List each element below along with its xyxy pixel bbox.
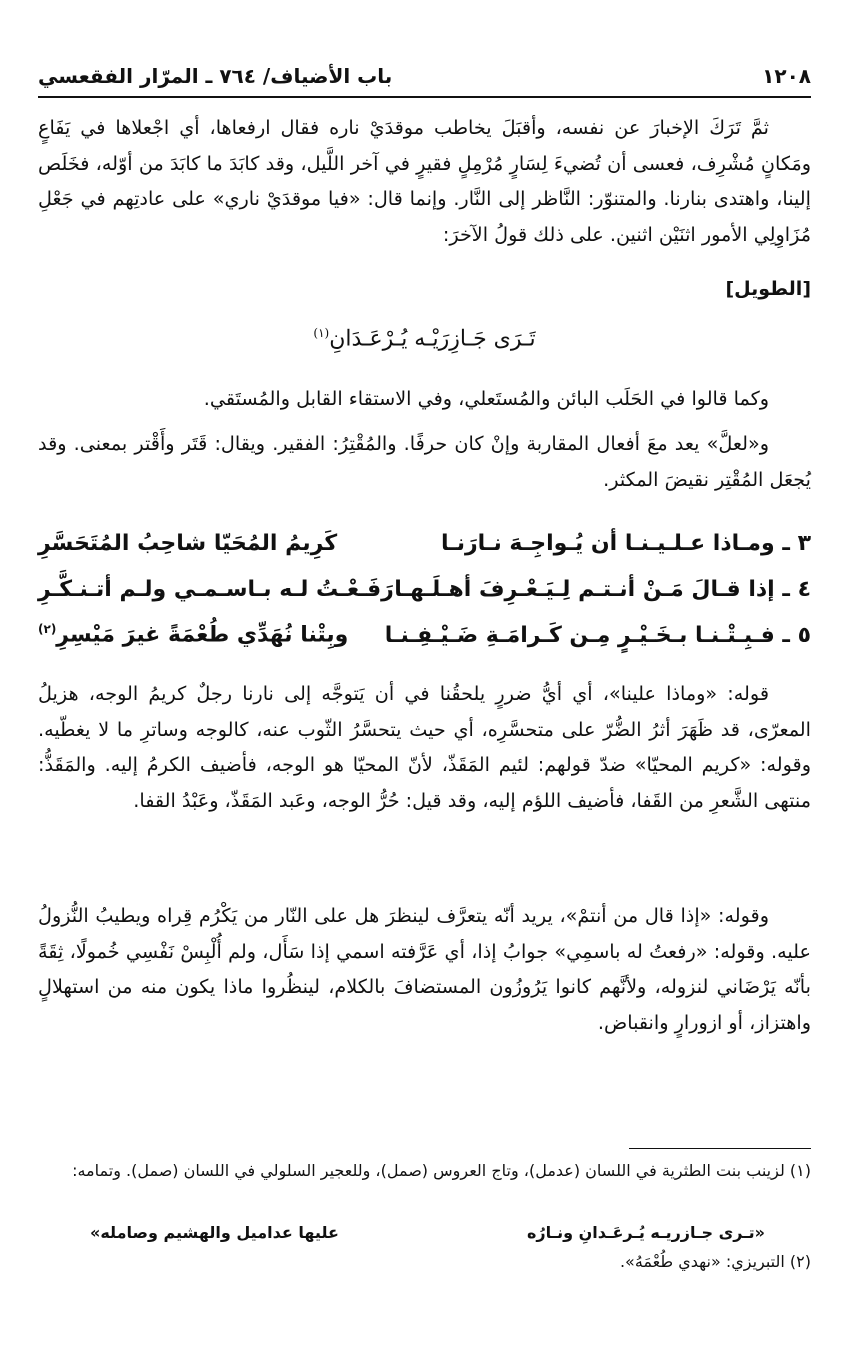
paragraph-5 bbox=[38, 898, 811, 1040]
verse-row bbox=[38, 520, 811, 566]
hemistich-footnote-ref: (١) bbox=[313, 326, 330, 340]
paragraph-4-text: قوله: «وماذا علينا»، أي أيُّ ضررٍ يلحقُنا في أن يَتوجَّه إلى نارنا رجلٌ كريمُ الوجه، هزيلُ المعرّى، قد ظَهَرَ أثرُ الضُّرّ على متحسَّرِه، أي حيث يتحسَّرُ الثّوب عنه، كالوجه وساترِ ما لا يغطّيه. وقوله: «كريم المحيّا» ضدّ قولهم: لئيم المَقَذّ، لأنّ المحيّا هو الوجه، فأضيف الكرمُ إليه. والمَقَذُّ: منتهى الشَّعرِ من القَفا، فأضيف اللؤم إليه، وقد قيل: حُرُّ الوجه، وعَبد المَقَذّ، وعَبْدُ القفا. bbox=[38, 682, 811, 812]
paragraph-5-text: وقوله: «إذا قال من أنتمْ»، يريد أنّه يتعرَّف لينظرَ هل على النّار من يَكْرُم قِراه ويطيبُ النُّزولُ عليه. وقوله: «رفعتُ له باسمِي» جوابُ إذا، أي عَرَّفته اسمي إذا سَأَل، ولم أُلْبِسْ نَفْسِي خُمولًا، ثِقَةً بأنّه يَرْضَاني لنزوله، ولأنَّهم كانوا يَرُوزُون المستضافَ بالكلام، لينظُروا ماذا يكون منه من استهلالٍ واهتزاز، أو ازورارٍ وانقباض. bbox=[38, 904, 811, 1034]
paragraph-1-text: ثمَّ تَرَكَ الإخبارَ عن نفسه، وأقبَلَ يخاطب موقدَيْ ناره فقال ارفعاها، أي اجْعلاها في يَفَاعٍ ومَكانٍ مُشْرِف، فعسى أن تُضيءَ لِسَارٍ مُرْمِلٍ فقيرٍ في آخر اللَّيل، وقد كابَدَ ما كابَدَ من أوّله، فخَلَص إلينا، واهتدى بنارنا. والمتنوّر: النَّاظر إلى النَّار. وإنما قال: «فيا موقدَيْ ناري» على عادتِهم في جَعْلِ مُزَاوِلِي الأمور اثنَيْن اثنين. على ذلك قولُ الآخرَ: bbox=[38, 116, 811, 246]
hemistich-text: تَـرَى جَـازِرَيْـه يُـرْعَـدَانِ bbox=[329, 326, 536, 352]
verse-5-second-hemistich-text: وبِتْنا نُهَدِّي طُعْمَةً غيرَ مَيْسِرِ bbox=[56, 622, 349, 648]
chapter-title: باب الأضياف/ ٧٦٤ ـ المرّار الفقعسي bbox=[38, 64, 393, 88]
verse-3-second-hemistich: كَرِيمُ المُحَيّا شاحِبُ المُتَحَسَّرِ bbox=[38, 530, 338, 556]
footnote-1-verse bbox=[90, 1223, 765, 1242]
verse-5-first-hemistich: ٥ ـ فـبِـتْـنـا بـخَـيْـرٍ مِـن كَـرامَـةِ ضَـيْـفِـنـا bbox=[384, 622, 811, 648]
verse-4-second-hemistich: رَفَـعْـتُ لـه بـاسـمـي ولـم أتـنـكَّـرِ bbox=[38, 576, 394, 602]
verse-4-first-hemistich: ٤ ـ إذا قـالَ مَـنْ أنـتـم لِـيَـعْـرِفَ أهـلَـهـا bbox=[394, 576, 811, 602]
paragraph-4 bbox=[38, 676, 811, 818]
footnote-1-verse-second: عليها عداميل والهشيم وصامله» bbox=[90, 1223, 339, 1242]
footnote-rule bbox=[629, 1148, 811, 1149]
verses bbox=[38, 520, 811, 658]
verse-row bbox=[38, 566, 811, 612]
verse-5-second-hemistich bbox=[38, 622, 348, 647]
footnote-1-verse-first: «تـرى جـازريـه يُـرعَـدانِ ونـارُه bbox=[526, 1223, 765, 1242]
footnote-1: (١) لزينب بنت الطثرية في اللسان (عدمل)، وتاج العروس (صمل)، وللعجير السلولي في اللسان (صمل). وتمامه: bbox=[72, 1161, 811, 1180]
paragraph-2-text: وكما قالوا في الحَلَب البائن والمُستَعلي، وفي الاستقاء القابل والمُستَقي. bbox=[203, 387, 769, 410]
header-rule bbox=[38, 96, 811, 98]
paragraph-1 bbox=[38, 110, 811, 252]
verse-row bbox=[38, 612, 811, 658]
verse-3-first-hemistich: ٣ ـ ومـاذا عـلـيـنـا أن يُـواجِـهَ نـارَنـا bbox=[440, 530, 811, 556]
footnote-2: (٢) التبريزي: «نهدي طُعْمَهُ». bbox=[619, 1252, 811, 1271]
paragraph-3 bbox=[38, 426, 811, 497]
page-header bbox=[38, 58, 811, 94]
paragraph-2 bbox=[38, 381, 811, 417]
hemistich bbox=[38, 326, 811, 351]
meter-label: [الطويل] bbox=[725, 278, 811, 300]
page-number: ١٢٠٨ bbox=[762, 64, 811, 88]
paragraph-3-text: و«لعلَّ» يعد معَ أفعال المقاربة وإنْ كان حرفًا. والمُقْتِرُ: الفقير. ويقال: قَتَر وأَقْتر بمعنى. وقد يُجعَل المُقْتِر نقيضَ المكثر. bbox=[38, 432, 811, 491]
verse-footnote-ref: (٢) bbox=[38, 622, 57, 637]
